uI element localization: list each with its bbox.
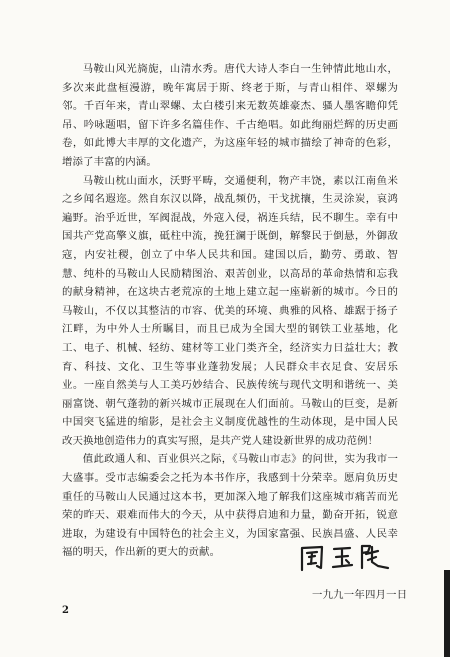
page-edge-mark [444, 570, 450, 657]
page-number: 2 [62, 605, 69, 616]
paragraph-landscape: 马鞍山风光旖旎，山清水秀。唐代大诗人李白一生钟情此地山水，多次来此盘桓漫游，晚年寓居于斯、终老于斯，与青山相伴、翠螺为邻。千百年来，青山翠螺、太白楼引来无数英雄豪杰、骚人墨客瞻仰凭吊、吟咏题唱，留下许多名篇佳作、千古绝唱。如此绚丽烂辉的历史画卷，如此博大丰厚的文化遗产，为这座年轻的城市描绘了神奇的色彩，增添了丰富的内涵。 [62, 63, 398, 168]
preface-body [62, 60, 398, 562]
handwritten-signature [296, 538, 406, 574]
paragraph-dedication: 值此政通人和、百业俱兴之际，《马鞍山市志》的问世，实为我市一大盛事。受市志编委会之托为本书作序，我感到十分荣幸。愿肩负历史重任的马鞍山人民通过这本书，更加深入地了解我们这座城市痛苦而光荣的昨天、艰难而伟大的今天，从中获得启迪和力量，勤奋开拓，锐意进取，为建设有中国特色的社会主义，为国家富强、民族昌盛、人民幸福的明天，作出新的更大的贡献。 [62, 453, 398, 559]
preface-date: 一九九一年四月一日 [312, 589, 408, 601]
paragraph-history: 马鞍山枕山面水，沃野平畴，交通便利，物产丰饶，素以江南鱼米之乡闻名遐迩。然自东汉以降，战乱频仍，干戈扰攘，生灵涂炭，哀鸿遍野。治乎近世，军阀混战，外寇入侵，祸连兵结，民不聊生。幸有中国共产党高擎义旗，砥柱中流，挽狂澜于既倒，解黎民于倒悬，外御敌寇，内安社稷，创立了中华人民共和国。建国以后，勤劳、勇敢、智慧、纯朴的马鞍山人民励精图治、艰苦创业，以高昂的革命热情和忘我的献身精神，在这块古老荒凉的土地上建立起一座崭新的城市。今日的马鞍山，不仅以其整洁的市容、优美的环境、典雅的风格、雄踞于扬子江畔，为中外人士所瞩目，而且已成为全国大型的钢铁工业基地，化工、电子、机械、轻纺、建材等工业门类齐全，经济实力日益壮大；教育、科技、文化、卫生等事业蓬勃发展；人民群众丰衣足食、安居乐业。一座自然美与人工美巧妙结合、民族传统与现代文明和谐统一、美丽富饶、朝气蓬勃的新兴城市正展现在人们面前。马鞍山的巨变，是新中国突飞猛进的缩影，是社会主义制度优越性的生动体现，是中国人民改天换地创造伟力的真实写照，是共产党人建设新世界的成功范例！ [62, 174, 398, 447]
